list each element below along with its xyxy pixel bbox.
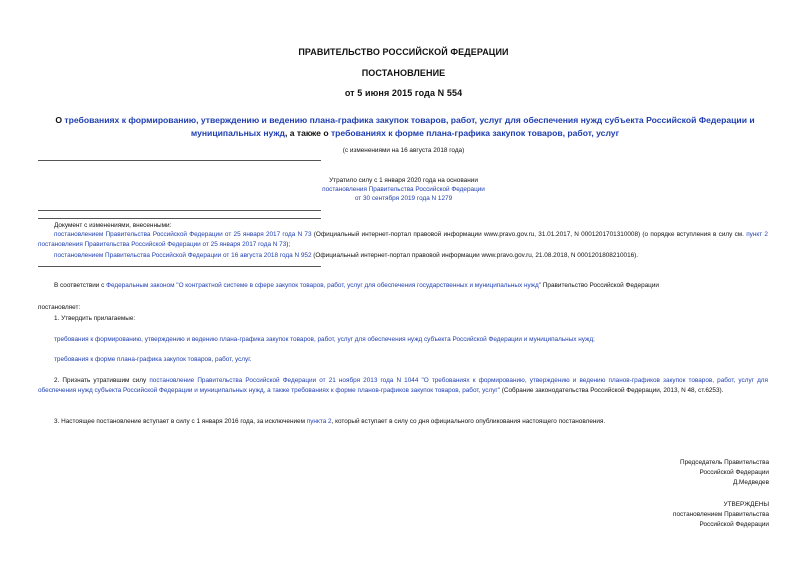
point-1: 1. Утвердить прилагаемые: xyxy=(54,315,136,322)
resolution-1044-link[interactable]: постановление Правительства Российской Федерации от 21 ноября 2013 года N 1044 "О требованиях к формированию, утверждению и ведению планов-графиков закупок товаров, работ, услуг для обеспечения нужд субъекта Российской Федерации и муниципальных нужд, а также требованиях к форме планов-графиков закупок товаров, работ, услуг" xyxy=(38,377,769,394)
changes-item-2: постановлением Правительства Российской Федерации от 16 августа 2018 года N 952 (Официальный интернет-портал правовой информации www.pravo.gov.ru, 21.08.2018, N 0001201808210016). xyxy=(54,252,639,259)
document-type: ПОСТАНОВЛЕНИЕ xyxy=(361,68,446,78)
expired-link-line2[interactable]: постановления Правительства Российской Федерации xyxy=(322,186,485,193)
title-link-requirements[interactable]: требованиях к формированию, утверждению и ведению плана-графика закупок товаров, работ, услуг для обеспечения нужд субъекта Российской Федерации и муниципальных нужд xyxy=(64,115,755,138)
approved-block xyxy=(673,500,769,530)
expired-link-line3[interactable]: от 30 сентября 2019 года N 1279 xyxy=(354,195,453,202)
preamble-paragraph: В соответствии с Федеральным законом "О контрактной системе в сфере закупок товаров, работ, услуг для обеспечения государственных и муниципальных нужд" Правительство Российской Федерации xyxy=(54,282,659,289)
changes-intro: Документ с изменениями, внесенными: xyxy=(54,222,172,229)
divider xyxy=(38,218,321,219)
point-2: 2. Признать утратившим силу постановление Правительства Российской Федерации от 21 ноября 2013 года N 1044 "О требованиях к формированию, утверждению и ведению планов-графиков закупок товаров, работ, услуг для обеспечения нужд субъекта Российской Федерации и муниципальных нужд, а также требованиях к форме планов-графиков закупок товаров, работ, услуг" (Собрание законодательства Российской Федерации, 2013, N 48, ст.6253). xyxy=(38,377,769,394)
government-header: ПРАВИТЕЛЬСТВО РОССИЙСКОЙ ФЕДЕРАЦИИ xyxy=(298,47,509,57)
federal-law-link[interactable]: Федеральным законом "О контрактной системе в сфере закупок товаров, работ, услуг для обеспечения государственных и муниципальных нужд" xyxy=(106,282,542,289)
signature-position: Председатель Правительства xyxy=(680,459,769,466)
signature-country: Российской Федерации xyxy=(699,469,769,476)
document-date: от 5 июня 2015 года N 554 xyxy=(344,88,463,98)
signature-block xyxy=(680,458,769,488)
approved-country: Российской Федерации xyxy=(699,521,769,528)
approved-heading: УТВЕРЖДЕНЫ xyxy=(723,501,769,508)
point-2-link[interactable]: пункта 2 xyxy=(306,418,332,425)
point-3: 3. Настоящее постановление вступает в силу с 1 января 2016 года, за исключением пункта 2, который вступает в силу со дня официального опубликования настоящего постановления. xyxy=(54,418,606,425)
amendment-note: (с изменениями на 16 августа 2018 года) xyxy=(342,147,465,154)
changes-item-1: постановлением Правительства Российской Федерации от 25 января 2017 года N 73 (Официальный интернет-портал правовой информации www.pravo.gov.ru, 31.01.2017, N 0001201701310008) (о порядке вступления в силу см. пункт 2 постановления Правительства Российской Федерации от 25 января 2017 года N 73); xyxy=(38,231,768,248)
divider xyxy=(38,266,321,267)
divider xyxy=(38,160,321,161)
change-link-952[interactable]: постановлением Правительства Российской Федерации от 16 августа 2018 года N 952 xyxy=(54,252,312,259)
resolves-text: постановляет: xyxy=(38,304,81,311)
title-link-form[interactable]: требованиях к форме плана-графика закупок товаров, работ, услуг xyxy=(330,128,620,138)
approved-by: постановлением Правительства xyxy=(673,511,769,518)
change-link-73-point2[interactable]: пункт 2 постановления Правительства Российской Федерации от 25 января 2017 года N 73 xyxy=(38,231,768,248)
requirements-link[interactable]: требования к формированию, утверждению и ведению плана-графика закупок товаров, работ, услуг для обеспечения нужд субъекта Российской Федерации и муниципальных нужд; xyxy=(54,336,595,343)
document-title xyxy=(38,114,772,140)
title-pre: О xyxy=(55,115,65,125)
expired-line1: Утратило силу с 1 января 2020 года на основании xyxy=(329,177,478,184)
change-link-73[interactable]: постановлением Правительства Российской Федерации от 25 января 2017 года N 73 xyxy=(54,231,312,238)
divider xyxy=(38,210,321,211)
title-mid: , а также о xyxy=(284,128,331,138)
form-requirements-link[interactable]: требования к форме плана-графика закупок товаров, работ, услуг. xyxy=(54,356,252,363)
signature-name: Д.Медведев xyxy=(732,479,769,486)
